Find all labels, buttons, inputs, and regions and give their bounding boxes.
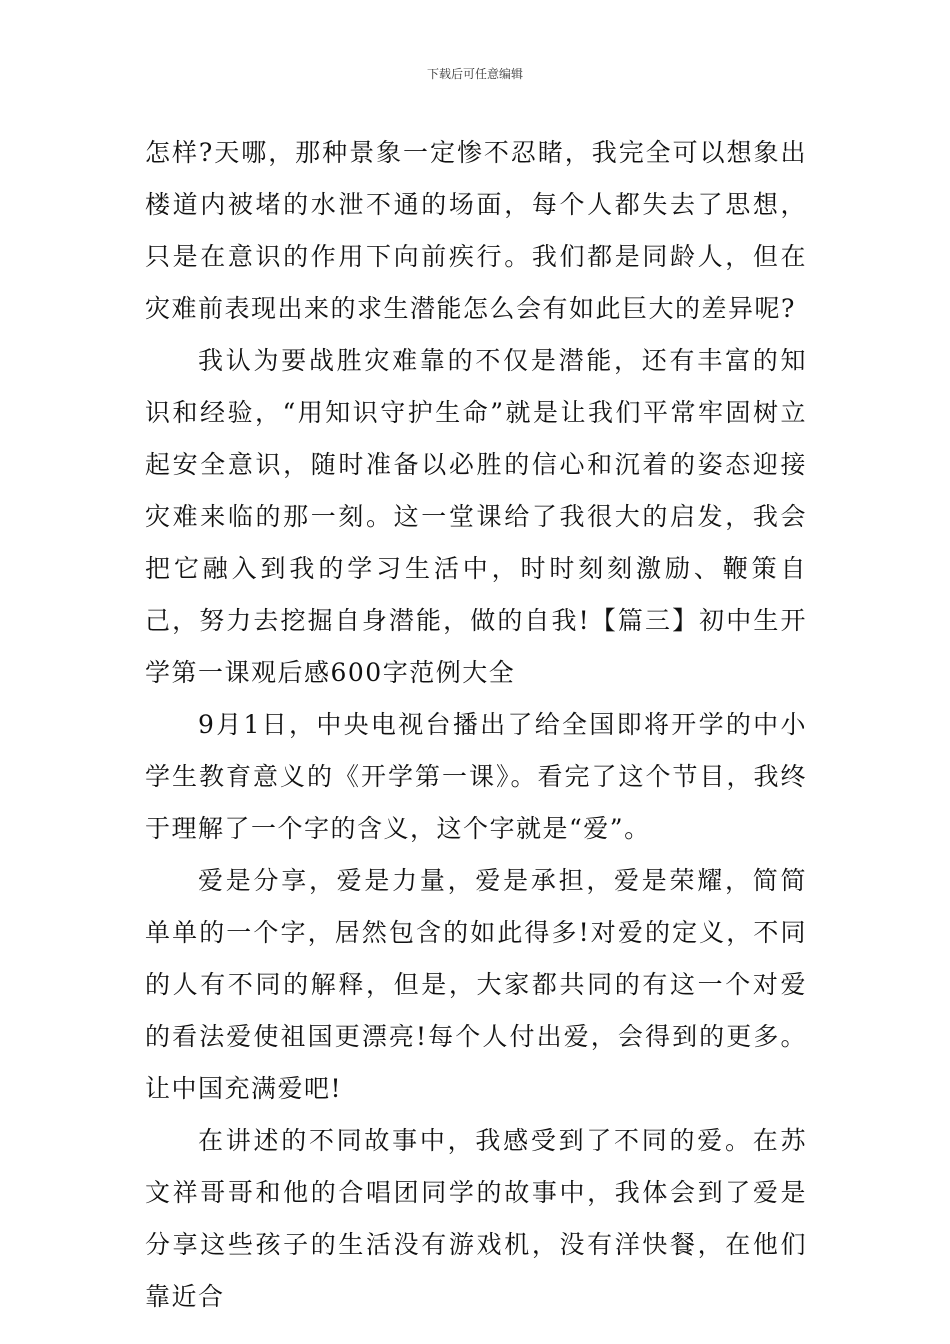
document-body bbox=[145, 127, 807, 1323]
page-header: 下载后可任意编辑 bbox=[426, 67, 523, 81]
paragraph-3: 9月1日，中央电视台播出了给全国即将开学的中小学生教育意义的《开学第一课》。看完了这个节目，我终于理解了一个字的含义，这个字就是“爱”。 bbox=[145, 710, 807, 843]
paragraph-1: 怎样?天哪，那种景象一定惨不忍睹，我完全可以想象出楼道内被堵的水泄不通的场面，每个人都失去了思想，只是在意识的作用下向前疾行。我们都是同龄人，但在灾难前表现出来的求生潜能怎么会有如此巨大的差异呢? bbox=[145, 138, 807, 323]
paragraph-4: 爱是分享，爱是力量，爱是承担，爱是荣耀，简简单单的一个字，居然包含的如此得多!对爱的定义，不同的人有不同的解释，但是，大家都共同的有这一个对爱的看法爱使祖国更漂亮!每个人付出爱，会得到的更多。让中国充满爱吧! bbox=[145, 866, 807, 1103]
paragraph-5: 在讲述的不同故事中，我感受到了不同的爱。在苏文祥哥哥和他的合唱团同学的故事中，我体会到了爱是分享这些孩子的生活没有游戏机，没有洋快餐，在他们靠近合 bbox=[145, 1126, 807, 1311]
paragraph-2: 我认为要战胜灾难靠的不仅是潜能，还有丰富的知识和经验，“用知识守护生命”就是让我们平常牢固树立起安全意识，随时准备以必胜的信心和沉着的姿态迎接灾难来临的那一刻。这一堂课给了我很大的启发，我会把它融入到我的学习生活中，时时刻刻激励、鞭策自己，努力去挖掘自身潜能，做的自我!【篇三】初中生开学第一课观后感600字范例大全 bbox=[145, 346, 807, 687]
